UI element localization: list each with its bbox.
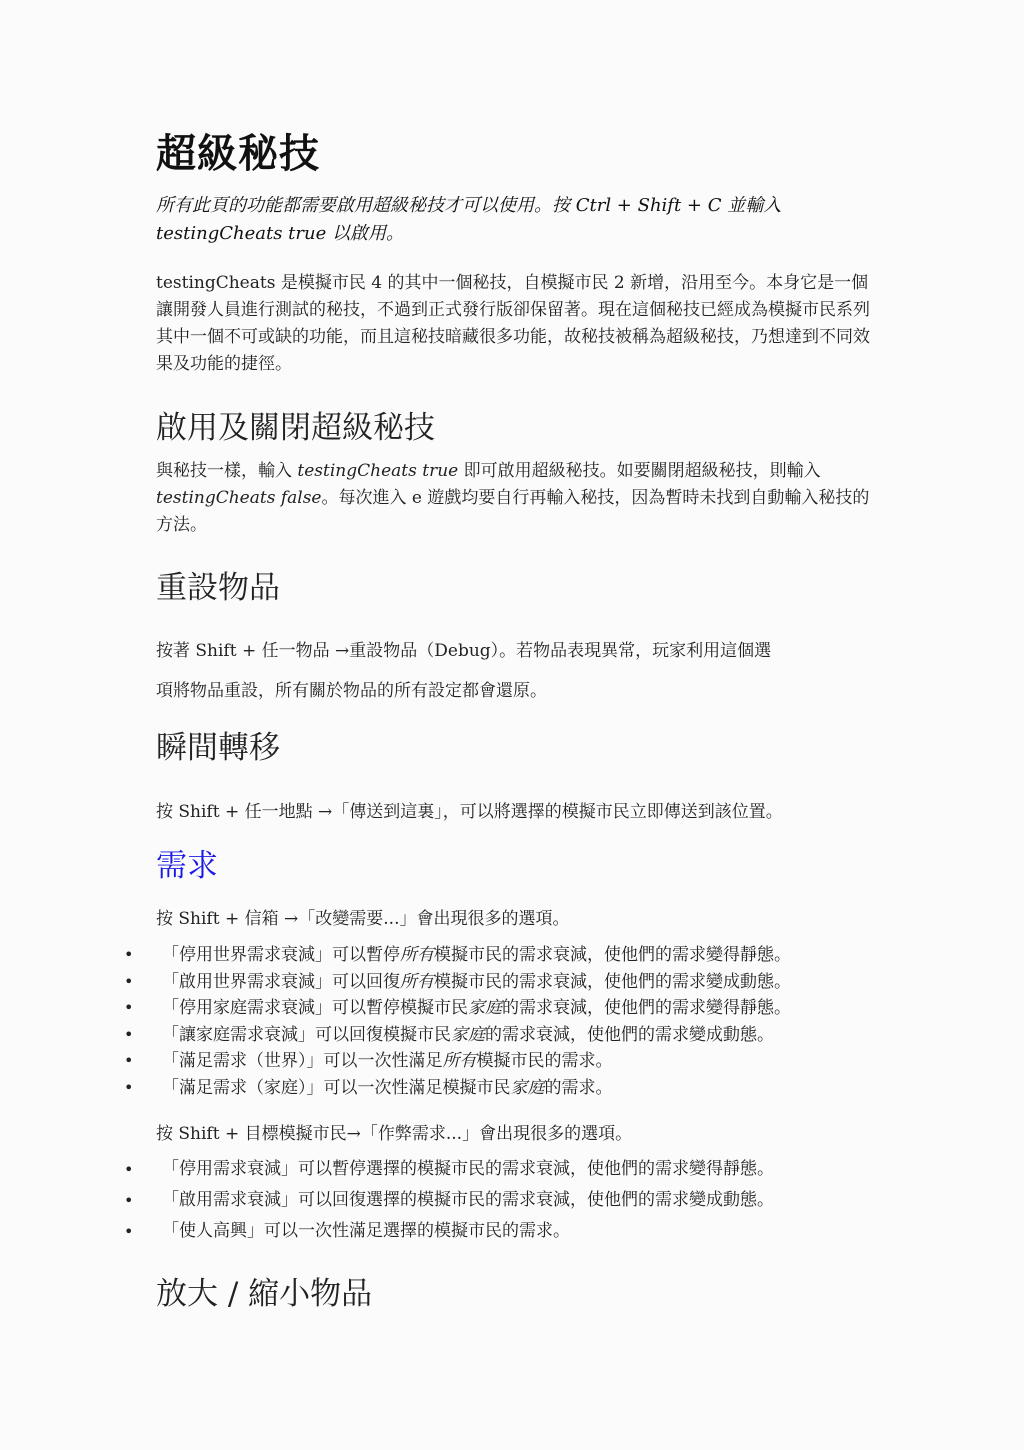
needs-mailbox-line: 按 Shift + 信箱 →「改變需要...」會出現很多的選項。: [156, 909, 570, 929]
list-item: • 「滿足需求（家庭）」可以一次性滿足模擬市民家庭的需求。: [0, 1075, 791, 1102]
list-item: • 「讓家庭需求衰減」可以回復模擬市民家庭的需求衰減，使他們的需求變成動態。: [0, 1022, 791, 1049]
list-item: • 「停用家庭需求衰減」可以暫停模擬市民家庭的需求衰減，使他們的需求變得靜態。: [0, 995, 791, 1022]
list-item: • 「使人高興」可以一次性滿足選擇的模擬市民的需求。: [0, 1216, 774, 1247]
heading-teleport: 瞬間轉移: [156, 730, 280, 766]
list-item: • 「啟用世界需求衰減」可以回復所有模擬市民的需求衰減，使他們的需求變成動態。: [0, 969, 791, 996]
heading-reset-object: 重設物品: [156, 570, 280, 606]
enable-text-3: 。每次進入 e 遊戲均要自行再輸入秘技，因為暫時未找到自動輸入秘技的方法。: [156, 488, 870, 535]
page-title: 超級秘技: [156, 130, 320, 177]
list-item: • 「啟用需求衰減」可以回復選擇的模擬市民的需求衰減，使他們的需求變成動態。: [0, 1185, 774, 1216]
heading-needs-link[interactable]: 需求: [156, 848, 218, 884]
heading-resize-object: 放大 / 縮小物品: [156, 1276, 373, 1312]
heading-enable-cheats: 啟用及關閉超級秘技: [156, 410, 435, 446]
teleport-line: 按 Shift + 任一地點 →「傳送到這裏」，可以將選擇的模擬市民立即傳送到該位置。: [156, 802, 783, 822]
needs-world-bullet-list: [0, 942, 791, 1101]
description-paragraph: testingCheats 是模擬市民 4 的其中一個秘技，自模擬市民 2 新增，沿用至今。本身它是一個讓開發人員進行測試的秘技，不過到正式發行版卻保留著。現在這個秘技已經成為模擬市民系列其中一個不可或缺的功能，而且這秘技暗藏很多功能，故秘技被稱為超級秘技，乃想達到不同效果及功能的捷徑。: [156, 273, 870, 374]
reset-line-2: 項將物品重設，所有關於物品的所有設定都會還原。: [156, 681, 547, 701]
list-item: • 「停用世界需求衰減」可以暫停所有模擬市民的需求衰減，使他們的需求變得靜態。: [0, 942, 791, 969]
list-item: • 「滿足需求（世界）」可以一次性滿足所有模擬市民的需求。: [0, 1048, 791, 1075]
reset-line-1: 按著 Shift + 任一物品 →重設物品（Debug）。若物品表現異常，玩家利用這個選: [156, 641, 772, 661]
code-testingcheats-false: testingCheats false: [156, 488, 322, 508]
needs-sim-bullet-list: [0, 1154, 774, 1247]
needs-sim-line: 按 Shift + 目標模擬市民→「作弊需求...」會出現很多的選項。: [156, 1124, 633, 1144]
enable-paragraph: [156, 458, 870, 539]
enable-text-1: 與秘技一樣，輸入: [156, 461, 298, 481]
enable-text-2: 即可啟用超級秘技。如要關閉超級秘技，則輸入: [458, 461, 821, 481]
list-item: • 「停用需求衰減」可以暫停選擇的模擬市民的需求衰減，使他們的需求變得靜態。: [0, 1154, 774, 1185]
code-testingcheats-true: testingCheats true: [297, 461, 459, 481]
intro-note: 所有此頁的功能都需要啟用超級秘技才可以使用。按 Ctrl + Shift + C 並輸入 testingCheats true 以啟用。: [156, 195, 782, 244]
